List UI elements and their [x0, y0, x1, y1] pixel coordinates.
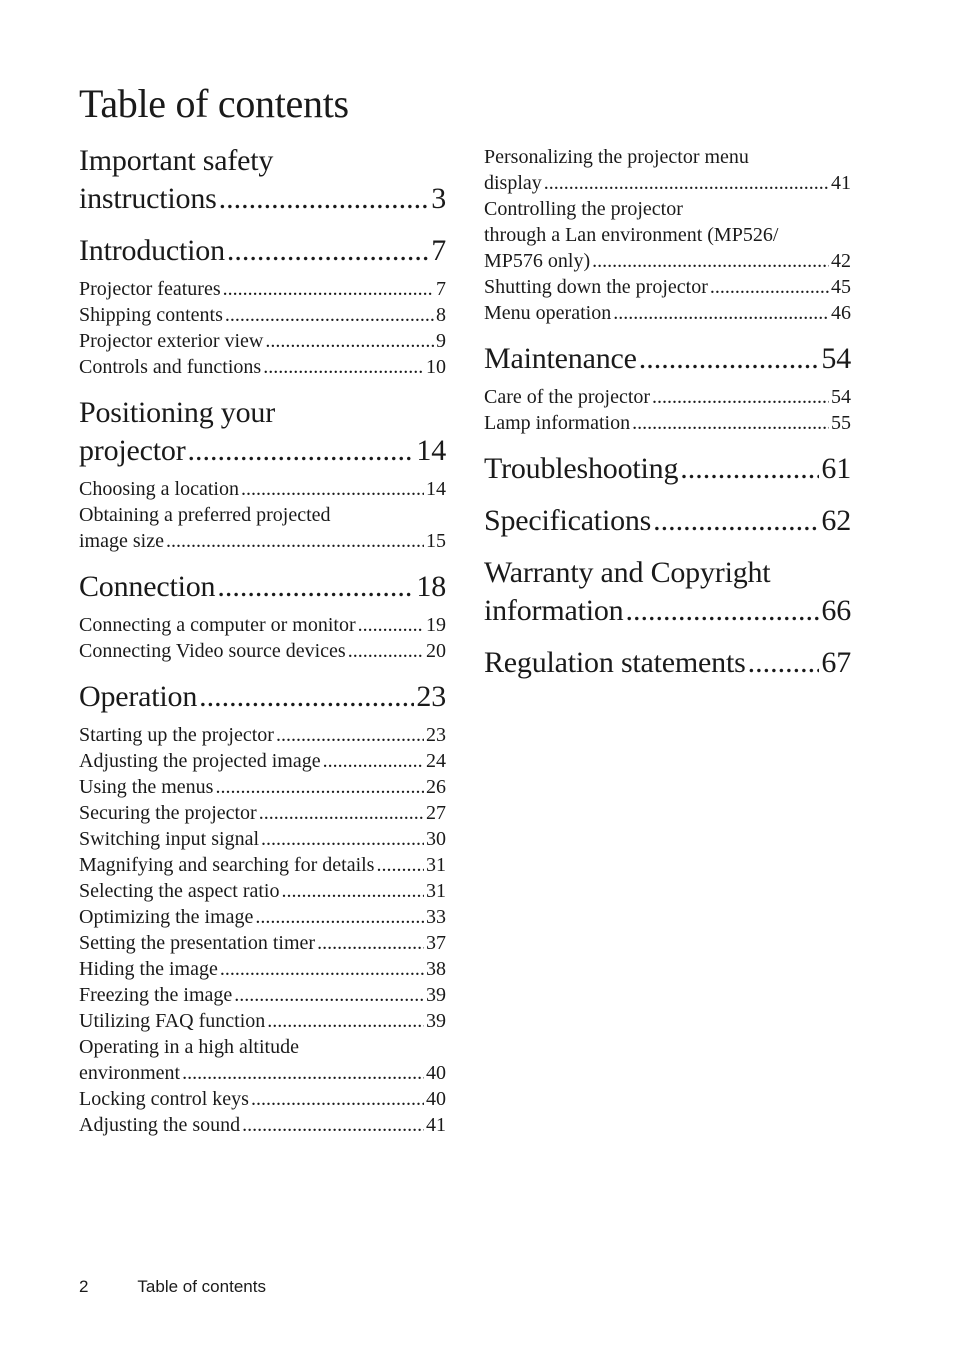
toc-page-number: 40	[426, 1062, 446, 1084]
toc-entry-title: Choosing a location	[79, 478, 239, 500]
toc-entry-title-line: Controlling the projector	[484, 198, 683, 220]
toc-subsection-entry[interactable]	[79, 826, 446, 852]
page-title: Table of contents	[79, 81, 349, 126]
toc-page-number: 20	[426, 640, 446, 662]
toc-entry-title: Setting the presentation timer	[79, 932, 316, 954]
toc-subsection-entry[interactable]	[79, 878, 446, 904]
toc-section-entry[interactable]	[79, 142, 446, 218]
toc-page-number: 10	[426, 356, 446, 378]
toc-entry-title: Care of the projector	[484, 386, 651, 408]
toc-entry-title-line: Obtaining a preferred projected	[79, 504, 331, 526]
toc-subsection-entry[interactable]	[79, 800, 446, 826]
toc-entry-title: Using the menus	[79, 776, 214, 798]
dot-leader	[348, 638, 424, 664]
dot-leader	[544, 170, 829, 196]
toc-entry-title-line: Personalizing the projector menu	[484, 146, 749, 168]
toc-section-entry[interactable]	[79, 678, 446, 716]
toc-right-column	[484, 144, 851, 682]
dot-leader	[376, 852, 424, 878]
toc-page-number: 46	[831, 302, 851, 324]
toc-entry-title: Locking control keys	[79, 1088, 249, 1110]
toc-subsection-entry[interactable]	[79, 982, 446, 1008]
toc-entry-title: Magnifying and searching for details	[79, 854, 375, 876]
toc-page-number: 54	[831, 386, 851, 408]
toc-subsection-entry[interactable]	[79, 930, 446, 956]
toc-page-number: 38	[426, 958, 446, 980]
toc-page-number: 14	[416, 434, 446, 467]
toc-entry-title-line: Important safety	[79, 144, 274, 177]
dot-leader	[199, 678, 414, 716]
toc-subsection-entry[interactable]	[79, 328, 446, 354]
toc-subsection-entry[interactable]	[79, 1008, 446, 1034]
dot-leader	[263, 354, 424, 380]
toc-entry-title: Connecting a computer or monitor	[79, 614, 356, 636]
dot-leader	[358, 612, 424, 638]
dot-leader	[251, 1086, 424, 1112]
toc-page-number: 31	[426, 854, 446, 876]
dot-leader	[632, 410, 829, 436]
dot-leader	[187, 432, 414, 470]
dot-leader	[267, 1008, 424, 1034]
toc-subsection-entry[interactable]	[79, 722, 446, 748]
toc-page-number: 23	[416, 680, 446, 713]
toc-subsection-entry[interactable]	[79, 1034, 446, 1086]
toc-section-entry[interactable]	[484, 554, 851, 630]
toc-subsection-entry[interactable]	[484, 274, 851, 300]
dot-leader	[255, 904, 424, 930]
toc-entry-title: Switching input signal	[79, 828, 259, 850]
toc-subsection-entry[interactable]	[484, 196, 851, 274]
toc-subsection-entry[interactable]	[79, 276, 446, 302]
toc-subsection-entry[interactable]	[79, 302, 446, 328]
toc-subsection-entry[interactable]	[79, 476, 446, 502]
toc-page-number: 30	[426, 828, 446, 850]
toc-entry-title: Adjusting the projected image	[79, 750, 321, 772]
dot-leader	[710, 274, 829, 300]
dot-leader	[639, 340, 820, 378]
toc-entry-title: instructions	[79, 182, 217, 215]
dot-leader	[217, 568, 414, 606]
toc-section-entry[interactable]	[484, 502, 851, 540]
toc-page-number: 55	[831, 412, 851, 434]
toc-section-entry[interactable]	[79, 232, 446, 270]
toc-entry-title: projector	[79, 434, 186, 467]
toc-page-number: 62	[821, 504, 851, 537]
footer-page-number: 2	[79, 1277, 89, 1296]
dot-leader	[652, 384, 829, 410]
toc-page-number: 7	[436, 278, 446, 300]
dot-leader	[227, 232, 429, 270]
toc-subsection-entry[interactable]	[79, 1086, 446, 1112]
toc-entry-title: information	[484, 594, 624, 627]
dot-leader	[220, 956, 424, 982]
toc-entry-title: Regulation statements	[484, 646, 746, 679]
toc-entry-title: Introduction	[79, 234, 225, 267]
toc-section-entry[interactable]	[79, 394, 446, 470]
toc-page-number: 18	[416, 570, 446, 603]
dot-leader	[182, 1060, 424, 1086]
toc-subsection-entry[interactable]	[484, 384, 851, 410]
toc-page-number: 33	[426, 906, 446, 928]
toc-entry-title: Projector exterior view	[79, 330, 264, 352]
toc-page-number: 8	[436, 304, 446, 326]
toc-left-column	[79, 142, 446, 1138]
toc-subsection-entry[interactable]	[79, 774, 446, 800]
toc-page-number: 40	[426, 1088, 446, 1110]
toc-page-number: 41	[426, 1114, 446, 1136]
toc-subsection-entry[interactable]	[79, 956, 446, 982]
toc-page-number: 39	[426, 984, 446, 1006]
toc-subsection-entry[interactable]	[79, 748, 446, 774]
dot-leader	[323, 748, 424, 774]
toc-page-number: 26	[426, 776, 446, 798]
toc-page-number: 54	[821, 342, 851, 375]
toc-entry-title: Hiding the image	[79, 958, 218, 980]
toc-subsection-entry[interactable]	[484, 300, 851, 326]
toc-page-number: 42	[831, 250, 851, 272]
toc-entry-title: display	[484, 172, 542, 194]
toc-subsection-entry[interactable]	[79, 852, 446, 878]
dot-leader	[225, 302, 434, 328]
toc-section-entry[interactable]	[484, 644, 851, 682]
toc-page-number: 41	[831, 172, 851, 194]
toc-entry-title: Shutting down the projector	[484, 276, 708, 298]
toc-entry-title: Troubleshooting	[484, 452, 679, 485]
dot-leader	[234, 982, 424, 1008]
toc-entry-title: Freezing the image	[79, 984, 233, 1006]
toc-subsection-entry[interactable]	[79, 502, 446, 554]
toc-section-entry[interactable]	[484, 450, 851, 488]
toc-entry-title: Utilizing FAQ function	[79, 1010, 266, 1032]
dot-leader	[219, 180, 430, 218]
toc-entry-title: image size	[79, 530, 164, 552]
toc-page-number: 14	[426, 478, 446, 500]
toc-page-number: 9	[436, 330, 446, 352]
toc-entry-title: Adjusting the sound	[79, 1114, 241, 1136]
toc-page-number: 66	[821, 594, 851, 627]
toc-entry-title-line: Warranty and Copyright	[484, 556, 771, 589]
toc-entry-title: Shipping contents	[79, 304, 223, 326]
toc-entry-title: Starting up the projector	[79, 724, 274, 746]
toc-page-number: 61	[821, 452, 851, 485]
toc-page-number: 19	[426, 614, 446, 636]
toc-entry-title: Operation	[79, 680, 198, 713]
dot-leader	[215, 774, 424, 800]
dot-leader	[613, 300, 829, 326]
dot-leader	[166, 528, 424, 554]
dot-leader	[259, 800, 424, 826]
toc-page-number: 7	[431, 234, 446, 267]
dot-leader	[276, 722, 424, 748]
dot-leader	[242, 1112, 424, 1138]
footer-section-title: Table of contents	[137, 1277, 266, 1296]
dot-leader	[625, 592, 819, 630]
toc-subsection-entry[interactable]	[484, 144, 851, 196]
toc-entry-title: Securing the projector	[79, 802, 257, 824]
toc-entry-title: Projector features	[79, 278, 221, 300]
toc-entry-title: Selecting the aspect ratio	[79, 880, 280, 902]
toc-entry-title: Optimizing the image	[79, 906, 254, 928]
toc-page-number: 39	[426, 1010, 446, 1032]
toc-page-number: 31	[426, 880, 446, 902]
toc-page-number: 45	[831, 276, 851, 298]
toc-page-number: 37	[426, 932, 446, 954]
toc-entry-title-line: Positioning your	[79, 396, 275, 429]
toc-entry-title: Specifications	[484, 504, 652, 537]
toc-entry-title: Maintenance	[484, 342, 637, 375]
toc-entry-title: Lamp information	[484, 412, 631, 434]
toc-page-number: 24	[426, 750, 446, 772]
toc-subsection-entry[interactable]	[79, 354, 446, 380]
toc-entry-title: Connecting Video source devices	[79, 640, 346, 662]
dot-leader	[592, 248, 829, 274]
dot-leader	[680, 450, 819, 488]
toc-page-number: 15	[426, 530, 446, 552]
toc-subsection-entry[interactable]	[79, 638, 446, 664]
dot-leader	[223, 276, 434, 302]
dot-leader	[265, 328, 434, 354]
toc-subsection-entry[interactable]	[79, 612, 446, 638]
toc-page-number: 3	[431, 182, 446, 215]
toc-subsection-entry[interactable]	[79, 1112, 446, 1138]
dot-leader	[261, 826, 424, 852]
toc-page-number: 67	[821, 646, 851, 679]
toc-subsection-entry[interactable]	[484, 410, 851, 436]
toc-section-entry[interactable]	[79, 568, 446, 606]
toc-entry-title-line: through a Lan environment (MP526/	[484, 224, 779, 246]
dot-leader	[241, 476, 424, 502]
dot-leader	[653, 502, 819, 540]
toc-section-entry[interactable]	[484, 340, 851, 378]
toc-entry-title: Controls and functions	[79, 356, 262, 378]
toc-entry-title: Menu operation	[484, 302, 612, 324]
dot-leader	[748, 644, 820, 682]
dot-leader	[317, 930, 424, 956]
dot-leader	[281, 878, 424, 904]
toc-entry-title-line: Operating in a high altitude	[79, 1036, 299, 1058]
toc-subsection-entry[interactable]	[79, 904, 446, 930]
toc-page-number: 27	[426, 802, 446, 824]
toc-entry-title: environment	[79, 1062, 181, 1084]
page-footer	[79, 1277, 266, 1297]
toc-entry-title: MP576 only)	[484, 250, 591, 272]
toc-page-number: 23	[426, 724, 446, 746]
toc-entry-title: Connection	[79, 570, 216, 603]
